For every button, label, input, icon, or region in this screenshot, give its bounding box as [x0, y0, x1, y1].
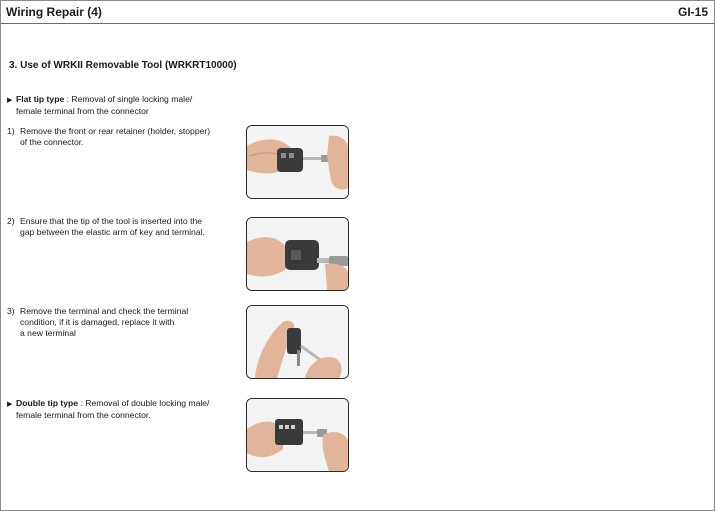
double-tip-description — [7, 398, 247, 421]
step-text-line2: gap between the elastic arm of key and terminal. — [20, 227, 205, 237]
photo-illustration — [247, 218, 348, 290]
step-1 — [7, 126, 243, 148]
flat-tip-label: Flat tip type — [16, 94, 65, 104]
step-text-line1: Ensure that the tip of the tool is inserted into the — [20, 216, 203, 226]
step-text-line1: Remove the terminal and check the terminal — [20, 306, 189, 316]
double-tip-desc-line2: female terminal from the connector. — [16, 410, 151, 420]
page-header — [1, 1, 714, 24]
photo-illustration — [247, 126, 348, 198]
bullet-arrow-icon: ▶ — [7, 97, 13, 104]
step-2 — [7, 216, 243, 238]
double-tip-label: Double tip type — [16, 398, 79, 408]
step-text-line2: condition, if it is damaged, replace it with — [20, 317, 175, 327]
photo-remove-terminal — [246, 305, 349, 379]
step-text-line2: of the connector. — [20, 137, 84, 147]
step-text-line1: Remove the front or rear retainer (holder, stopper) — [20, 126, 211, 136]
photo-remove-retainer — [246, 125, 349, 199]
step-number: 3) — [7, 306, 15, 316]
flat-tip-desc-line1: : Removal of single locking male/ — [64, 94, 193, 104]
page-number: GI-15 — [677, 5, 708, 19]
page-title: Wiring Repair (4) — [6, 5, 102, 19]
bullet-arrow-icon: ▶ — [7, 401, 13, 408]
step-3 — [7, 306, 243, 339]
section-title: 3. Use of WRKII Removable Tool (WRKRT10000) — [9, 60, 237, 71]
step-number: 1) — [7, 126, 15, 136]
photo-illustration — [247, 399, 348, 471]
step-number: 2) — [7, 216, 15, 226]
double-tip-desc-line1: : Removal of double locking male/ — [78, 398, 210, 408]
photo-illustration — [247, 306, 348, 378]
step-text-line3: a new terminal — [20, 328, 76, 338]
flat-tip-desc-line2: female terminal from the connector — [16, 106, 149, 116]
flat-tip-description — [7, 94, 247, 117]
photo-double-tip — [246, 398, 349, 472]
photo-insert-tool — [246, 217, 349, 291]
